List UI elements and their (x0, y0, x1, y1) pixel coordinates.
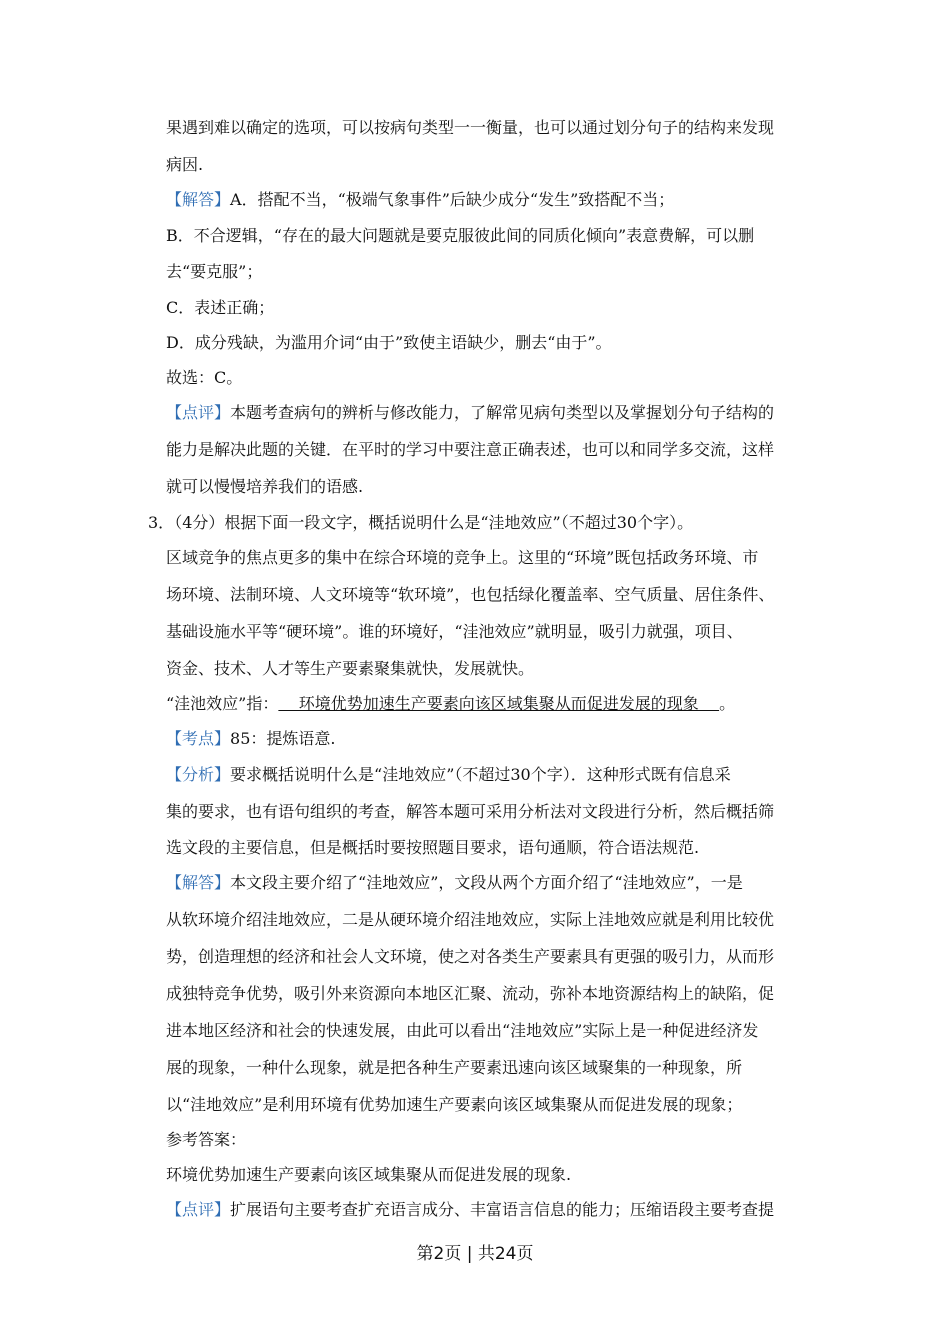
answer-tag: 【解答】 (166, 190, 231, 209)
text-line: 以“洼地效应”是利用环境有优势加速生产要素向该区域集聚从而促进发展的现象； (166, 1095, 743, 1114)
text-line: 病因. (166, 155, 204, 174)
text-line: 势，创造理想的经济和社会人文环境，使之对各类生产要素具有更强的吸引力，从而形 (166, 947, 775, 966)
text-line: 集的要求，也有语句组织的考查，解答本题可采用分析法对文段进行分析，然后概括筛 (166, 802, 775, 821)
text-line: 区域竞争的焦点更多的集中在综合环境的竞争上。这里的“环境”既包括政务环境、市 (166, 548, 759, 567)
kaodian-tag: 【考点】 (166, 729, 231, 748)
text-line: B．不合逻辑，“存在的最大问题就是要克服彼此间的同质化倾向”表意费解，可以删 (166, 226, 755, 245)
text-line: 环境优势加速生产要素向该区域集聚从而促进发展的现象. (166, 1165, 572, 1184)
text-line: 基础设施水平等“硬环境”。谁的环境好，“洼池效应”就明显，吸引力就强，项目、 (166, 622, 743, 641)
text-line: 就可以慢慢培养我们的语感. (166, 477, 364, 496)
text-line: 资金、技术、人才等生产要素聚集就快，发展就快。 (166, 659, 535, 678)
text-line: 从软环境介绍洼地效应，二是从硬环境介绍洼地效应，实际上洼地效应就是利用比较优 (166, 910, 775, 929)
text-line: C．表述正确； (166, 298, 275, 317)
comment-line: 【点评】本题考查病句的辨析与修改能力，了解常见病句类型以及掌握划分句子结构的 (166, 403, 775, 422)
text-line: 能力是解决此题的关键．在平时的学习中要注意正确表述，也可以和同学多交流，这样 (166, 440, 775, 459)
text-line: 果遇到难以确定的选项，可以按病句类型一一衡量，也可以通过划分句子的结构来发现 (166, 118, 775, 137)
text-line: 进本地区经济和社会的快速发展，由此可以看出“洼地效应”实际上是一种促进经济发 (166, 1021, 759, 1040)
answer-line: 【解答】A．搭配不当，“极端气象事件”后缺少成分“发生”致搭配不当； (166, 190, 675, 209)
analysis-line: 【分析】要求概括说明什么是“洼地效应”（不超过30个字）．这种形式既有信息采 (166, 765, 731, 784)
comment-tag: 【点评】 (166, 1200, 231, 1219)
text-line: D．成分残缺，为滥用介词“由于”致使主语缺少，删去“由于”。 (166, 333, 612, 352)
text-line: 场环境、法制环境、人文环境等“软环境”，也包括绿化覆盖率、空气质量、居住条件、 (166, 585, 775, 604)
fill-answer-line: “洼池效应”指： 环境优势加速生产要素向该区域集聚从而促进发展的现象 。 (166, 694, 736, 713)
text-line: 选文段的主要信息，但是概括时要按照题目要求，语句通顺，符合语法规范. (166, 838, 700, 857)
question-number: 3． (148, 513, 175, 532)
text-line: 成独特竞争优势，吸引外来资源向本地区汇聚、流动，弥补本地资源结构上的缺陷，促 (166, 984, 775, 1003)
comment-line: 【点评】扩展语句主要考查扩充语言成分、丰富语言信息的能力；压缩语段主要考查提 (166, 1200, 775, 1219)
question-line: 3．（4分）根据下面一段文字，概括说明什么是“洼地效应”（不超过30个字）。 (148, 513, 694, 532)
analysis-tag: 【分析】 (166, 765, 231, 784)
answer-line: 【解答】本文段主要介绍了“洼地效应”，文段从两个方面介绍了“洼地效应”，一是 (166, 873, 743, 892)
text-line: 展的现象，一种什么现象，就是把各种生产要素迅速向该区域聚集的一种现象，所 (166, 1058, 743, 1077)
answer-tag: 【解答】 (166, 873, 231, 892)
filled-answer: 环境优势加速生产要素向该区域集聚从而促进发展的现象 (278, 694, 720, 713)
text-line: 故选：C。 (166, 368, 243, 387)
text-line: 参考答案： (166, 1130, 247, 1149)
comment-tag: 【点评】 (166, 403, 231, 422)
text-line: 去“要克服”； (166, 262, 263, 281)
page-footer: 第2页 | 共24页 (416, 1244, 534, 1264)
kaodian-line: 【考点】85：提炼语意. (166, 729, 336, 748)
